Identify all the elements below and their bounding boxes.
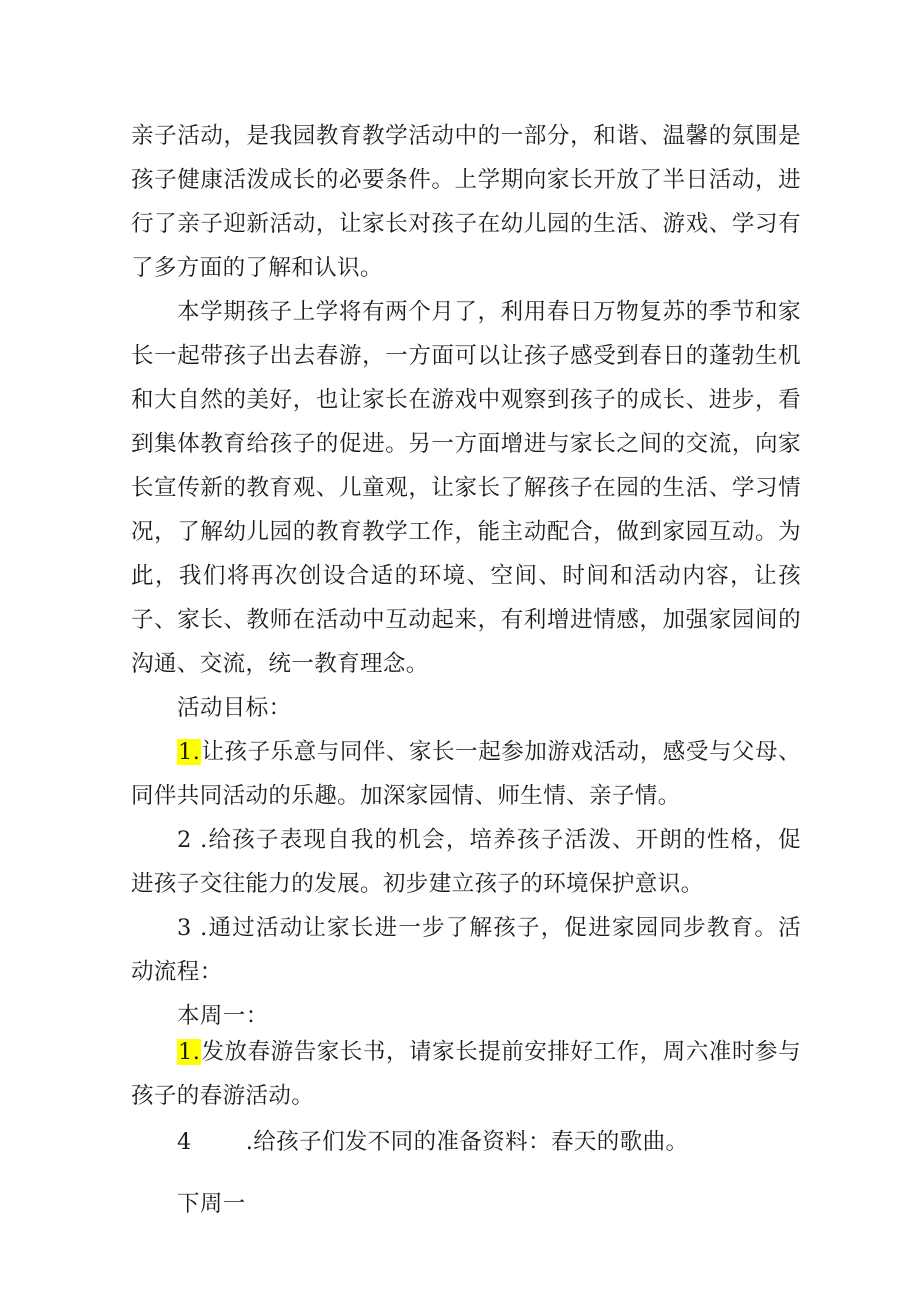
this-week-text-1: 发放春游告家长书，请家长提前安排好工作，周六准时参与孩子的春游活动。 <box>131 1039 801 1109</box>
next-week-heading: 下周一 <box>177 1191 246 1217</box>
goal-number-3: 3 <box>177 915 192 941</box>
this-week-number-1: 1. <box>178 1039 201 1065</box>
this-week-number-2: 4 <box>177 1129 192 1155</box>
goal-number-2: 2 <box>177 827 192 853</box>
goals-heading: 活动目标： <box>177 695 292 721</box>
this-week-item-2 <box>177 1120 688 1164</box>
goal-text-3: .通过活动让家长进一步了解孩子，促进家园同步教育。活动流程： <box>131 915 801 985</box>
this-week-text-2: .给孩子们发不同的准备资料：春天的歌曲。 <box>245 1129 689 1155</box>
goal-item-3 <box>131 906 801 994</box>
intro-paragraph: 亲子活动，是我园教育教学活动中的一部分，和谐、温馨的氛围是孩子健康活泼成长的必要条件。上学期向家长开放了半日活动，进行了亲子迎新活动，让家长对孩子在幼儿园的生活、游戏、学习有了多方面的了解和认识。 <box>131 123 801 281</box>
goal-text-2: .给孩子表现自我的机会，培养孩子活泼、开朗的性格，促进孩子交往能力的发展。初步建立孩子的环境保护意识。 <box>131 827 801 897</box>
background-paragraph: 本学期孩子上学将有两个月了，利用春日万物复苏的季节和家长一起带孩子出去春游，一方面可以让孩子感受到春日的蓬勃生机和大自然的美好，也让家长在游戏中观察到孩子的成长、进步，看到集体教育给孩子的促进。另一方面增进与家长之间的交流，向家长宣传新的教育观、儿童观，让家长了解孩子在园的生活、学习情况，了解幼儿园的教育教学工作，能主动配合，做到家园互动。为此，我们将再次创设合适的环境、空间、时间和活动内容，让孩子、家长、教师在活动中互动起来，有利增进情感，加强家园间的沟通、交流，统一教育理念。 <box>131 299 801 677</box>
this-week-item-1 <box>131 1030 801 1118</box>
goal-text-1: 让孩子乐意与同伴、家长一起参加游戏活动，感受与父母、同伴共同活动的乐趣。加深家园情、师生情、亲子情。 <box>131 739 801 809</box>
this-week-heading: 本周一： <box>177 1003 269 1029</box>
goal-item-1 <box>131 730 801 818</box>
goal-number-1: 1. <box>178 739 201 765</box>
goal-item-2 <box>131 818 801 906</box>
